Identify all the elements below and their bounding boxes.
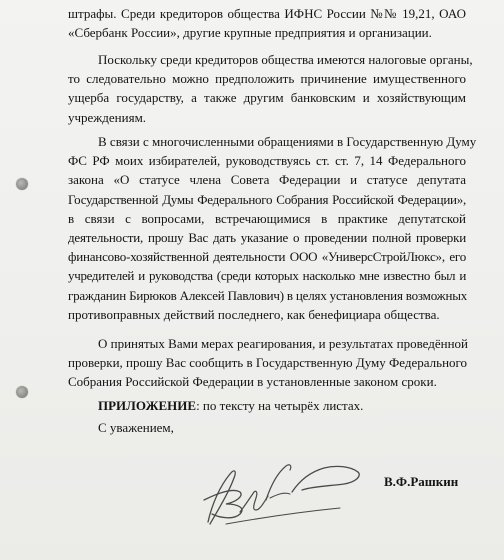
text-line: Поскольку среди кредиторов общества имеются налоговые органы,	[98, 52, 473, 67]
binder-hole-icon	[16, 386, 28, 398]
attachment-row	[68, 396, 466, 415]
text-line: учреждениям.	[68, 109, 147, 125]
text-line: Собрания Российской Федерации в установленные законом сроки.	[68, 374, 437, 390]
text-line: деятельности, прошу Вас дать указание о проведении полной проверки	[68, 230, 466, 246]
binder-hole-icon	[16, 178, 28, 190]
paragraph-response	[68, 334, 469, 392]
text-line: в связи с вопросами, встречающимися в практике депутатской	[68, 210, 466, 226]
text-line: закона «О статусе члена Совета Федерации и статусе депутата	[68, 172, 466, 188]
text-line: проверки, прошу Вас сообщить в Государственную Думу Федерального	[68, 355, 468, 371]
text-line: «Сбербанк России», другие крупные предприятия и организации.	[68, 25, 432, 41]
closing-text: С уважением,	[98, 420, 174, 435]
text-line: штрафы. Среди кредиторов общества ИФНС России №№ 19,21, ОАО	[68, 6, 466, 21]
closing-block	[68, 418, 466, 437]
handwritten-signature	[190, 452, 370, 532]
signer-name: В.Ф.Рашкин	[384, 474, 459, 489]
attachment-label: ПРИЛОЖЕНИЕ	[98, 398, 197, 413]
text-line: О принятых Вами мерах реагирования, и результатах проведённой	[98, 336, 469, 351]
text-line: то следовательно можно предположить причинение имущественного	[68, 71, 466, 87]
text-line: ФС РФ моих избирателей, руководствуясь ст. ст. 7, 14 Федерального	[68, 153, 466, 169]
paragraph-request	[68, 132, 477, 324]
text-line: В связи с многочисленными обращениями в Государственную Думу	[98, 134, 477, 149]
text-line: учредителей и руководства (среди которых насколько мне известно был и	[68, 268, 466, 284]
text-line: финансово-хозяйственной деятельности ООО «УниверсСтройЛюкс», его	[68, 249, 466, 265]
letter-body	[68, 4, 466, 42]
text-line: гражданин Бирюков Алексей Павлович) в целях установления возможных	[68, 287, 468, 303]
text-line: Государственной Думы Федерального Собрания Российской Федерации»,	[68, 191, 466, 207]
attachment-text: : по тексту на четырёх листах.	[196, 398, 364, 413]
attachment-line	[68, 396, 466, 415]
text-line: противоправных действий последнего, как бенефициара общества.	[68, 306, 440, 322]
paragraph-tax-authorities	[68, 50, 473, 127]
text-line: ущерба государству, а также другим банковским и хозяйствующим	[68, 90, 466, 106]
